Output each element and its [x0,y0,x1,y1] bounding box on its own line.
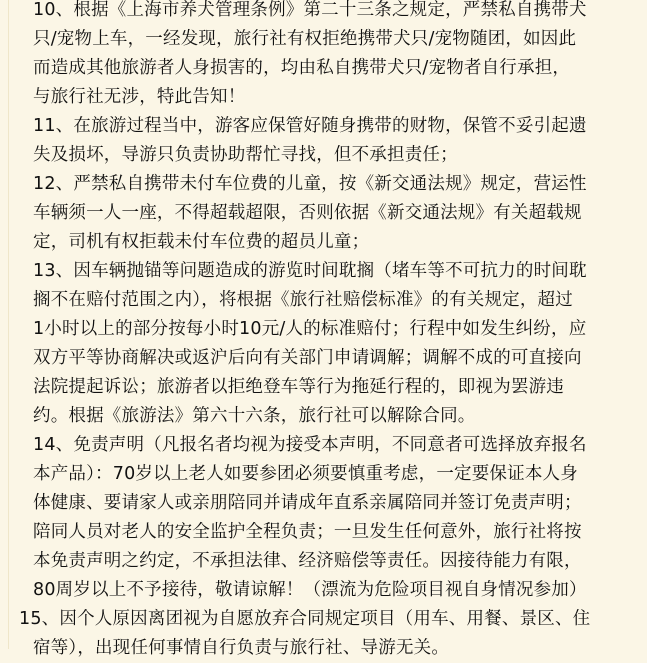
rule-15-line-2: 宿等），出现任何事情自行负责与旅行社、导游无关。 [33,638,450,658]
rule-14-line-4: 陪同人员对老人的安全监护全程负责；一旦发生任何意外，旅行社将按 [33,522,582,542]
rule-12-line-2: 车辆须一人一座，不得超载超限，否则依据《新交通法规》有关超载规 [33,203,582,223]
rule-13-line-3: 1小时以上的部分按每小时10元/人的标准赔付；行程中如发生纠纷，应 [33,319,587,339]
rule-13-line-2: 搁不在赔付范围之内），将根据《旅行社赔偿标准》的有关规定，超过 [33,290,573,310]
rule-14-line-6: 80周岁以上不予接待，敬请谅解！（漂流为危险项目视自身情况参加） [33,580,587,600]
rule-11-line-2: 失及损坏，导游只负责协助帮忙寻找，但不承担责任； [33,145,458,165]
rule-14-line-5: 本免责声明之约定，不承担法律、经济赔偿等责任。因接待能力有限， [33,551,582,571]
rule-13-line-1: 13、因车辆抛锚等问题造成的游览时间耽搁（堵车等不可抗力的时间耽 [33,261,587,281]
rule-15-line-1: 15、因个人原因离团视为自愿放弃合同规定项目（用车、用餐、景区、住 [19,609,591,629]
rule-10-line-2: 只/宠物上车，一经发现，旅行社有权拒绝携带犬只/宠物随团，如因此 [33,29,577,49]
rule-10-line-3: 而造成其他旅游者人身损害的，均由私自携带犬只/宠物者自行承担， [33,58,571,78]
rule-13-line-4: 双方平等协商解决或返沪后向有关部门申请调解；调解不成的可直接向 [33,348,582,368]
rule-14-line-3: 体健康、要请家人或亲朋陪同并请成年直系亲属陪同并签订免责声明； [33,493,582,513]
rule-10-line-1: 10、根据《上海市养犬管理条例》第二十三条之规定，严禁私自携带犬 [33,0,587,20]
rule-14-line-1: 14、免责声明（凡报名者均视为接受本声明，不同意者可选择放弃报名 [33,435,587,455]
rule-13-line-6: 约。根据《旅游法》第六十六条，旅行社可以解除合同。 [33,406,476,426]
rule-10-line-4: 与旅行社无涉，特此告知！ [33,87,246,107]
rule-11-line-1: 11、在旅游过程当中，游客应保管好随身携带的财物，保管不妥引起遗 [33,116,587,136]
rule-12-line-3: 定，司机有权拒载未付车位费的超员儿童； [33,232,370,252]
rule-12-line-1: 12、严禁私自携带未付车位费的儿童，按《新交通法规》规定，营运性 [33,174,587,194]
rule-13-line-5: 法院提起诉讼；旅游者以拒绝登车等行为拖延行程的，即视为罢游违 [33,377,564,397]
rule-14-line-2: 本产品）：70岁以上老人如要参团必须要慎重考虑，一定要保证本人身 [33,464,578,484]
